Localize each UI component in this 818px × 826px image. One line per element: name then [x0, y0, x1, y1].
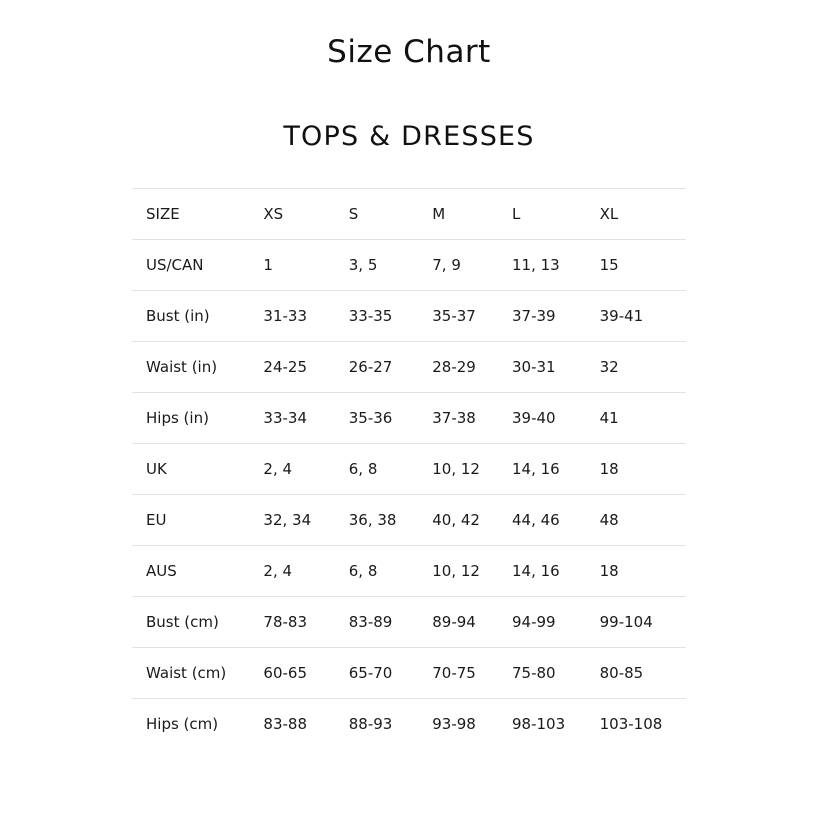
row-label: Bust (cm)	[146, 613, 219, 631]
row-cell: 28-29	[432, 358, 476, 376]
table-header-cell-size: SIZE	[146, 205, 180, 223]
row-cell: 10, 12	[432, 460, 480, 478]
row-cell: 40, 42	[432, 511, 480, 529]
table-row	[132, 648, 686, 699]
row-cell: 39-40	[512, 409, 556, 427]
row-cell: 44, 46	[512, 511, 560, 529]
row-cell: 89-94	[432, 613, 476, 631]
row-cell: 93-98	[432, 715, 476, 733]
row-cell: 26-27	[348, 358, 393, 376]
table-row	[132, 393, 686, 444]
row-cell: 6, 8	[348, 460, 378, 478]
row-label: Bust (in)	[146, 307, 210, 325]
page-title: Size Chart	[327, 34, 491, 70]
row-cell: 37-39	[512, 307, 556, 325]
table-header-cell-xl: XL	[599, 205, 619, 223]
row-cell: 7, 9	[432, 256, 461, 274]
row-cell: 24-25	[263, 358, 307, 376]
table-row	[132, 342, 686, 393]
row-cell: 14, 16	[512, 460, 560, 478]
row-label: Hips (in)	[146, 409, 209, 427]
row-cell: 33-34	[263, 409, 307, 427]
row-cell: 80-85	[599, 664, 644, 682]
row-cell: 3, 5	[348, 256, 378, 274]
row-cell: 18	[599, 562, 619, 580]
row-cell: 88-93	[348, 715, 393, 733]
row-cell: 39-41	[599, 307, 644, 325]
row-cell: 6, 8	[348, 562, 378, 580]
table-header-row	[132, 189, 686, 240]
row-cell: 35-36	[348, 409, 393, 427]
row-cell: 65-70	[348, 664, 393, 682]
row-cell: 30-31	[512, 358, 556, 376]
table-row	[132, 546, 686, 597]
row-cell: 78-83	[263, 613, 307, 631]
row-cell: 33-35	[348, 307, 393, 325]
row-cell: 1	[263, 256, 273, 274]
row-cell: 15	[599, 256, 619, 274]
row-label: Waist (in)	[146, 358, 218, 376]
row-cell: 41	[599, 409, 619, 427]
table-row	[132, 240, 686, 291]
row-cell: 36, 38	[348, 511, 397, 529]
row-cell: 75-80	[512, 664, 556, 682]
row-cell: 83-89	[348, 613, 393, 631]
row-label: UK	[146, 460, 167, 478]
row-cell: 35-37	[432, 307, 476, 325]
table-header-cell-xs: XS	[263, 205, 284, 223]
row-cell: 31-33	[263, 307, 307, 325]
row-cell: 37-38	[432, 409, 476, 427]
table-header-cell-l: L	[512, 205, 521, 223]
table-row	[132, 699, 686, 750]
table-row	[132, 291, 686, 342]
table-row	[132, 597, 686, 648]
row-cell: 2, 4	[263, 562, 293, 580]
row-cell: 2, 4	[263, 460, 293, 478]
row-cell: 94-99	[512, 613, 556, 631]
row-cell: 70-75	[432, 664, 476, 682]
row-cell: 99-104	[599, 613, 653, 631]
table-row	[132, 495, 686, 546]
row-label: Hips (cm)	[146, 715, 219, 733]
row-label: US/CAN	[146, 256, 204, 274]
row-cell: 14, 16	[512, 562, 560, 580]
row-cell: 48	[599, 511, 619, 529]
row-label: Waist (cm)	[146, 664, 227, 682]
size-table-container	[132, 188, 686, 749]
table-row	[132, 444, 686, 495]
size-table	[132, 188, 686, 749]
row-cell: 103-108	[599, 715, 663, 733]
row-cell: 98-103	[512, 715, 566, 733]
row-label: AUS	[146, 562, 177, 580]
table-header-cell-s: S	[348, 205, 359, 223]
table-header-cell-m: M	[432, 205, 446, 223]
section-heading: TOPS & DRESSES	[283, 121, 535, 152]
row-cell: 32, 34	[263, 511, 312, 529]
row-cell: 18	[599, 460, 619, 478]
row-cell: 11, 13	[512, 256, 560, 274]
row-cell: 60-65	[263, 664, 307, 682]
row-cell: 32	[599, 358, 619, 376]
row-label: EU	[146, 511, 167, 529]
row-cell: 10, 12	[432, 562, 480, 580]
row-cell: 83-88	[263, 715, 307, 733]
